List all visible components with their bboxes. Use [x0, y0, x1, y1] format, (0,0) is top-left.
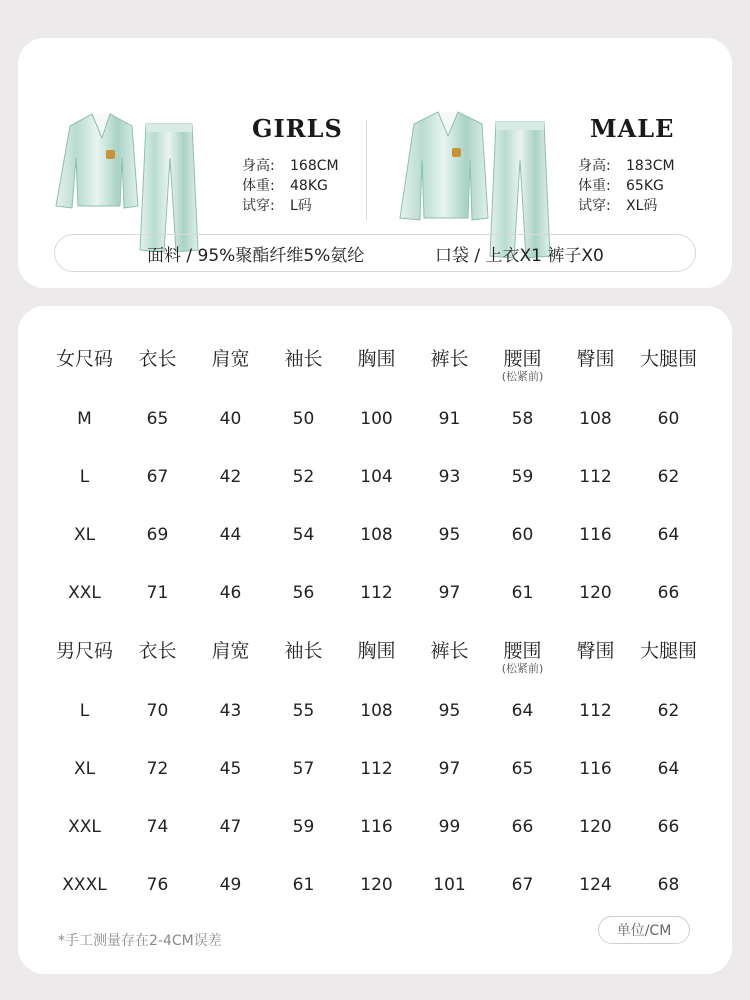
women-header-hip: 臀围 — [576, 348, 615, 370]
table-cell: XL — [73, 759, 96, 779]
table-cell: 120 — [360, 875, 393, 895]
table-cell: 62 — [657, 701, 680, 721]
table-cell: 65 — [146, 409, 169, 429]
male-weight-value: 65KG — [626, 178, 664, 194]
table-cell: 46 — [219, 583, 242, 603]
girls-height-row — [242, 156, 339, 176]
women-header-pants-length: 裤长 — [430, 348, 469, 370]
women-header-waist — [486, 334, 559, 390]
table-cell: 97 — [438, 759, 461, 779]
table-cell: XXL — [68, 817, 101, 837]
table-cell: 66 — [657, 583, 680, 603]
table-cell: 47 — [219, 817, 242, 837]
table-cell: L — [79, 467, 90, 487]
table-cell: 69 — [146, 525, 169, 545]
table-cell: 97 — [438, 583, 461, 603]
table-cell: 66 — [657, 817, 680, 837]
table-cell: 70 — [146, 701, 169, 721]
table-row — [48, 506, 705, 564]
table-cell: 56 — [292, 583, 315, 603]
table-cell: 71 — [146, 583, 169, 603]
table-cell: 91 — [438, 409, 461, 429]
size-chart-card — [18, 306, 732, 974]
table-row — [48, 798, 705, 856]
women-header-size: 女尺码 — [55, 348, 113, 370]
table-cell: 57 — [292, 759, 315, 779]
girls-height-label: 身高: — [242, 158, 275, 174]
table-cell: 120 — [579, 583, 612, 603]
men-header-row — [48, 626, 705, 682]
girls-fit-value: L码 — [290, 198, 312, 214]
table-cell: 43 — [219, 701, 242, 721]
table-cell: 61 — [511, 583, 534, 603]
table-cell: 59 — [292, 817, 315, 837]
table-cell: 59 — [511, 467, 534, 487]
male-title: MALE — [590, 114, 675, 143]
women-header-waist-note: (松紧前) — [501, 370, 544, 383]
table-cell: 64 — [657, 525, 680, 545]
table-cell: 58 — [511, 409, 534, 429]
male-height-label: 身高: — [578, 158, 611, 174]
table-cell: 60 — [657, 409, 680, 429]
girls-weight-value: 48KG — [290, 178, 328, 194]
male-height-row — [578, 156, 675, 176]
table-cell: 108 — [579, 409, 612, 429]
fabric-material: 面料 / 95%聚酯纤维5%氨纶 — [147, 245, 365, 266]
table-cell: 42 — [219, 467, 242, 487]
table-cell: 65 — [511, 759, 534, 779]
table-cell: 60 — [511, 525, 534, 545]
girls-weight-row — [242, 176, 339, 196]
table-cell: 72 — [146, 759, 169, 779]
table-cell: 112 — [579, 467, 612, 487]
table-cell: 124 — [579, 875, 612, 895]
table-cell: 76 — [146, 875, 169, 895]
table-cell: 64 — [657, 759, 680, 779]
men-size-table — [48, 626, 705, 914]
men-header-waist-note: (松紧前) — [501, 662, 544, 675]
men-header-length: 衣长 — [138, 640, 177, 662]
measurement-note: *手工测量存在2-4CM误差 — [58, 933, 222, 949]
table-cell: 95 — [438, 701, 461, 721]
men-header-pants-length: 裤长 — [430, 640, 469, 662]
table-cell: M — [77, 409, 92, 429]
women-header-waist-label: 腰围 — [503, 348, 542, 370]
table-cell: 112 — [360, 759, 393, 779]
table-cell: 108 — [360, 525, 393, 545]
table-cell: 64 — [511, 701, 534, 721]
table-row — [48, 448, 705, 506]
male-fit-value: XL码 — [626, 198, 658, 214]
girls-fit-row — [242, 196, 339, 216]
men-header-size: 男尺码 — [55, 640, 113, 662]
table-cell: 55 — [292, 701, 315, 721]
table-cell: 66 — [511, 817, 534, 837]
model-info-card — [18, 38, 732, 288]
male-weight-label: 体重: — [578, 178, 611, 194]
men-header-thigh: 大腿围 — [639, 640, 697, 662]
women-size-table — [48, 334, 705, 622]
table-cell: 104 — [360, 467, 393, 487]
table-cell: 93 — [438, 467, 461, 487]
table-cell: XXXL — [62, 875, 107, 895]
male-stats — [578, 156, 675, 216]
men-header-chest: 胸围 — [357, 640, 396, 662]
table-cell: 67 — [511, 875, 534, 895]
women-header-row — [48, 334, 705, 390]
table-cell: 116 — [579, 525, 612, 545]
men-header-hip: 臀围 — [576, 640, 615, 662]
table-cell: 101 — [433, 875, 466, 895]
unit-badge: 单位/CM — [598, 916, 690, 944]
fabric-pockets: 口袋 / 上衣X1 裤子X0 — [435, 245, 604, 266]
male-weight-row — [578, 176, 675, 196]
fabric-info-bar — [54, 234, 696, 272]
girls-weight-label: 体重: — [242, 178, 275, 194]
table-cell: 44 — [219, 525, 242, 545]
table-cell: 112 — [579, 701, 612, 721]
table-cell: L — [79, 701, 90, 721]
table-cell: 50 — [292, 409, 315, 429]
table-cell: 116 — [360, 817, 393, 837]
table-cell: 116 — [579, 759, 612, 779]
men-header-shoulder: 肩宽 — [211, 640, 250, 662]
table-cell: 68 — [657, 875, 680, 895]
table-row — [48, 682, 705, 740]
men-header-waist-label: 腰围 — [503, 640, 542, 662]
table-cell: 74 — [146, 817, 169, 837]
table-cell: 49 — [219, 875, 242, 895]
table-row — [48, 390, 705, 448]
table-cell: 54 — [292, 525, 315, 545]
table-cell: XXL — [68, 583, 101, 603]
male-fit-label: 试穿: — [578, 198, 611, 214]
table-cell: XL — [73, 525, 96, 545]
table-cell: 62 — [657, 467, 680, 487]
table-cell: 112 — [360, 583, 393, 603]
table-cell: 52 — [292, 467, 315, 487]
table-cell: 99 — [438, 817, 461, 837]
table-cell: 120 — [579, 817, 612, 837]
table-cell: 61 — [292, 875, 315, 895]
women-header-chest: 胸围 — [357, 348, 396, 370]
girls-title: GIRLS — [252, 114, 343, 143]
table-cell: 40 — [219, 409, 242, 429]
table-cell: 108 — [360, 701, 393, 721]
table-row — [48, 740, 705, 798]
girls-height-value: 168CM — [290, 158, 339, 174]
table-cell: 67 — [146, 467, 169, 487]
women-header-sleeve: 袖长 — [284, 348, 323, 370]
women-header-shoulder: 肩宽 — [211, 348, 250, 370]
girls-fit-label: 试穿: — [242, 198, 275, 214]
table-cell: 45 — [219, 759, 242, 779]
table-cell: 100 — [360, 409, 393, 429]
male-fit-row — [578, 196, 675, 216]
men-header-waist — [486, 626, 559, 682]
women-header-length: 衣长 — [138, 348, 177, 370]
table-row — [48, 564, 705, 622]
girls-stats — [242, 156, 339, 216]
women-header-thigh: 大腿围 — [639, 348, 697, 370]
table-row — [48, 856, 705, 914]
male-height-value: 183CM — [626, 158, 675, 174]
men-header-sleeve: 袖长 — [284, 640, 323, 662]
table-cell: 95 — [438, 525, 461, 545]
model-divider — [366, 120, 367, 220]
